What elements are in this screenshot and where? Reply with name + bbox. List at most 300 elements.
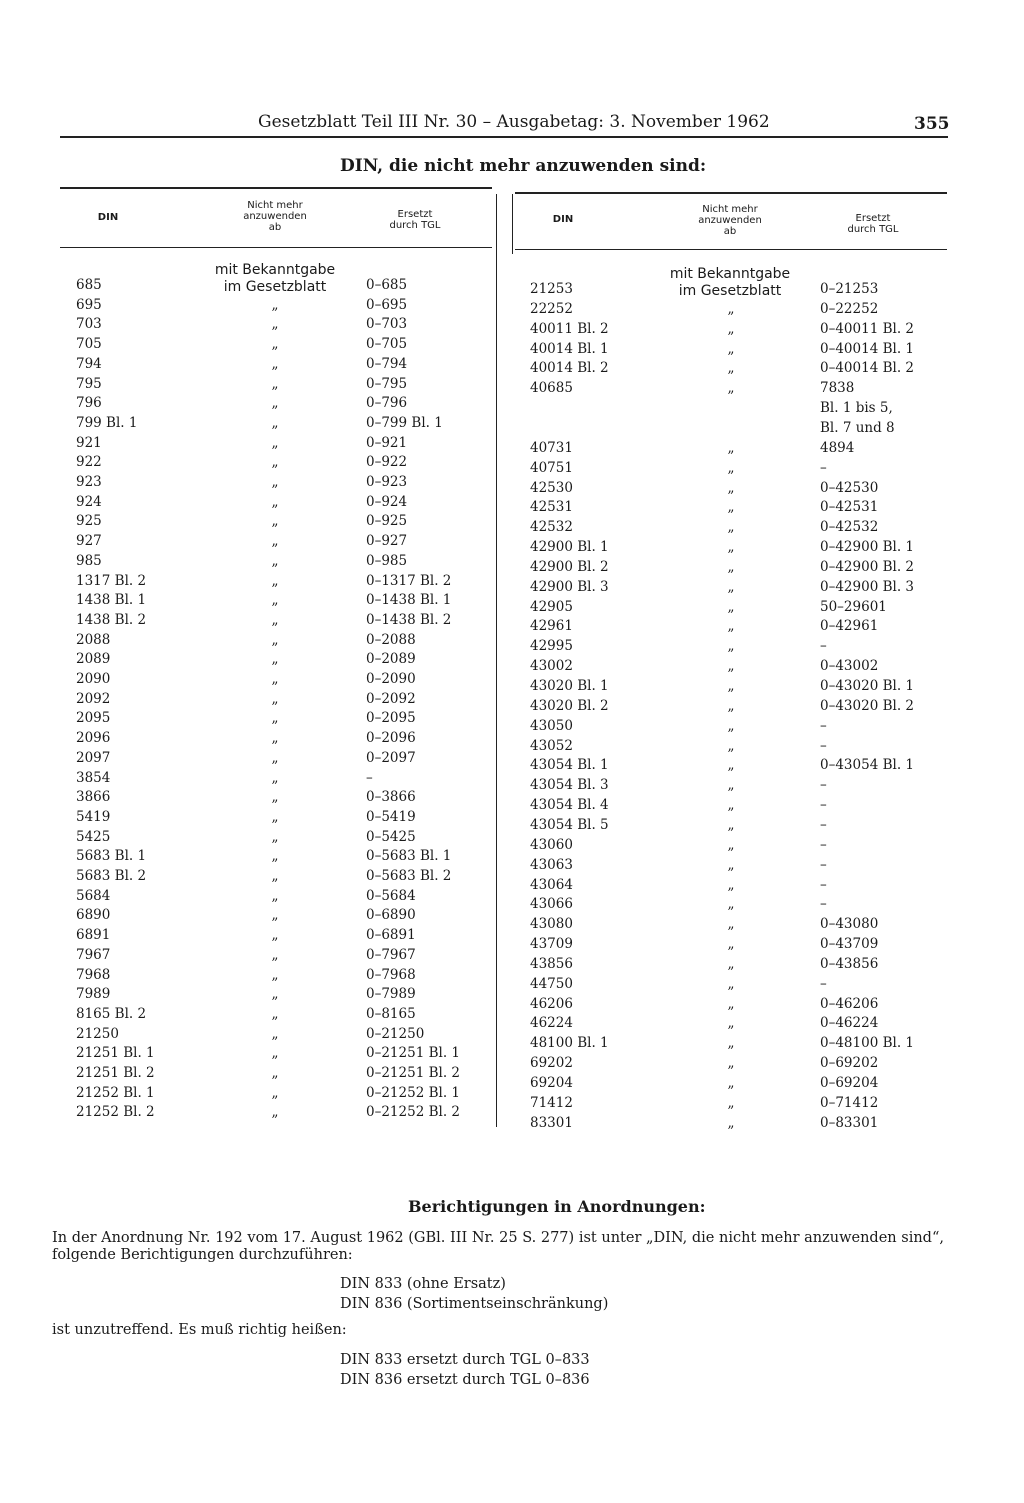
din-number: 2096	[76, 730, 111, 747]
ditto-mark: „	[727, 558, 735, 575]
din-number: 21251 Bl. 1	[76, 1045, 155, 1062]
tgl-replacement: –	[820, 876, 827, 893]
din-number: 42900 Bl. 2	[530, 558, 609, 575]
left-table-row	[76, 671, 486, 691]
right-table-row	[530, 936, 940, 956]
tgl-replacement: 0–42900 Bl. 2	[820, 558, 914, 575]
right-table-row	[530, 678, 940, 698]
tgl-replacement: 0–46206	[820, 995, 879, 1012]
din-number: 2097	[76, 749, 111, 766]
right-table-row	[530, 1115, 940, 1135]
left-ersetzt-header: Ersetzt durch TGL	[389, 209, 441, 231]
tgl-replacement: –	[820, 975, 827, 992]
tgl-replacement: 0–922	[366, 454, 408, 471]
ditto-mark: „	[271, 611, 279, 628]
din-number: 40731	[530, 439, 573, 456]
ditto-mark: „	[727, 539, 735, 556]
left-table-row	[76, 415, 486, 435]
tgl-replacement: –	[820, 896, 827, 913]
left-table-row	[76, 1026, 486, 1046]
din-number: 21252 Bl. 2	[76, 1104, 155, 1121]
ditto-mark: „	[727, 936, 735, 953]
right-table-row	[530, 400, 940, 420]
ditto-mark: „	[271, 631, 279, 648]
din-number: 5425	[76, 828, 111, 845]
ditto-mark: „	[271, 749, 279, 766]
tgl-replacement: 0–924	[366, 493, 408, 510]
tgl-replacement: 0–42961	[820, 618, 879, 635]
ditto-mark: „	[727, 797, 735, 814]
tgl-replacement: 50–29601	[820, 598, 887, 615]
ditto-mark: „	[727, 300, 735, 317]
din-number: 22252	[530, 300, 573, 317]
din-number: 43064	[530, 876, 573, 893]
left-table-row	[76, 691, 486, 711]
ditto-mark: „	[271, 769, 279, 786]
tgl-replacement: 0–2095	[366, 710, 416, 727]
ditto-mark: „	[727, 678, 735, 694]
tgl-replacement: 0–71412	[820, 1094, 879, 1111]
din-number: 922	[76, 454, 102, 471]
din-number: 21250	[76, 1025, 119, 1042]
left-table-row	[76, 513, 486, 533]
tgl-replacement: 0–83301	[820, 1114, 879, 1131]
din-number: 5683 Bl. 2	[76, 868, 147, 884]
ditto-mark: „	[271, 828, 279, 845]
din-number: 5683 Bl. 1	[76, 848, 147, 865]
right-table-row	[530, 499, 940, 519]
ditto-mark: „	[727, 1094, 735, 1111]
ditto-mark: „	[271, 946, 279, 963]
table-top-rule-right	[515, 192, 947, 194]
din-number: 40685	[530, 380, 573, 397]
ditto-mark: „	[271, 710, 279, 727]
tgl-replacement: 0–7989	[366, 986, 416, 1003]
din-number: 21251 Bl. 2	[76, 1065, 155, 1081]
din-number: 42531	[530, 499, 573, 516]
ditto-mark: „	[727, 955, 735, 972]
din-number: 2092	[76, 690, 111, 707]
ditto-mark: „	[271, 690, 279, 707]
left-table-row	[76, 297, 486, 317]
left-table-row	[76, 494, 486, 514]
left-table-row	[76, 829, 486, 849]
din-number: 2089	[76, 651, 111, 668]
tgl-replacement: Bl. 1 bis 5,	[820, 400, 893, 417]
left-table-row	[76, 1065, 486, 1085]
right-table-row	[530, 519, 940, 539]
tgl-replacement: 0–6891	[366, 927, 416, 944]
din-number: 21252 Bl. 1	[76, 1084, 155, 1101]
right-table-row	[530, 539, 940, 559]
tgl-replacement: 0–43709	[820, 936, 879, 953]
din-number: 7989	[76, 986, 111, 1003]
din-number: 21253	[530, 281, 573, 297]
tgl-replacement: 0–1317 Bl. 2	[366, 572, 452, 589]
tgl-replacement: –	[820, 638, 827, 655]
din-number: 40011 Bl. 2	[530, 320, 609, 337]
ditto-mark: „	[271, 493, 279, 510]
din-number: 799 Bl. 1	[76, 414, 138, 431]
tgl-replacement: 0–7968	[366, 966, 416, 983]
left-nicht-mehr-header: Nicht mehr anzuwenden ab	[243, 200, 307, 233]
din-number: 43050	[530, 717, 573, 734]
tgl-replacement: 0–1438 Bl. 2	[366, 611, 452, 628]
ditto-mark: „	[271, 592, 279, 609]
left-table-row	[76, 809, 486, 829]
ditto-mark: „	[271, 1025, 279, 1042]
tgl-replacement: 0–69202	[820, 1055, 879, 1072]
din-number: 43020 Bl. 2	[530, 697, 609, 714]
left-table-row	[76, 533, 486, 553]
tgl-replacement: 0–985	[366, 552, 408, 569]
left-table-row	[76, 730, 486, 750]
ditto-mark: „	[727, 499, 735, 516]
tgl-replacement: 0–927	[366, 533, 408, 550]
ditto-mark: „	[271, 414, 279, 431]
left-table-row	[76, 927, 486, 947]
ditto-mark: „	[727, 916, 735, 933]
ditto-mark: „	[271, 533, 279, 550]
table-top-rule-left	[60, 187, 492, 189]
left-table-row	[76, 888, 486, 908]
right-ersetzt-header: Ersetzt durch TGL	[847, 213, 899, 235]
din-number: 43080	[530, 916, 573, 933]
din-number: 43054 Bl. 1	[530, 757, 609, 774]
page-number: 355	[914, 114, 950, 134]
din-number: 925	[76, 513, 102, 530]
din-number: 705	[76, 336, 102, 353]
din-number: 43063	[530, 856, 573, 873]
left-table-row	[76, 750, 486, 770]
din-number: 69202	[530, 1055, 573, 1072]
left-table-row	[76, 454, 486, 474]
din-number: 43054 Bl. 5	[530, 816, 609, 833]
tgl-replacement: 0–42900 Bl. 3	[820, 578, 914, 595]
ditto-mark: „	[271, 1005, 279, 1022]
right-table-row	[530, 857, 940, 877]
right-table-row	[530, 817, 940, 837]
tgl-replacement: 0–43080	[820, 916, 879, 933]
ditto-mark: „	[271, 474, 279, 490]
din-number: 42995	[530, 638, 573, 655]
din-number: 44750	[530, 975, 573, 992]
right-table-row	[530, 301, 940, 321]
din-number: 927	[76, 533, 102, 550]
left-table-row	[76, 986, 486, 1006]
ditto-mark: „	[271, 730, 279, 747]
right-table-row	[530, 281, 940, 301]
ditto-mark: „	[727, 320, 735, 337]
right-table-row	[530, 321, 940, 341]
tgl-replacement: 0–705	[366, 336, 408, 353]
tgl-replacement: 0–43020 Bl. 1	[820, 678, 914, 694]
tgl-replacement: 0–2096	[366, 730, 416, 747]
tgl-replacement: 0–2088	[366, 631, 416, 648]
right-table-row	[530, 956, 940, 976]
tgl-replacement: 0–703	[366, 316, 408, 333]
ditto-mark: „	[727, 717, 735, 734]
din-number: 8165 Bl. 2	[76, 1005, 147, 1022]
ditto-mark: „	[727, 757, 735, 774]
din-number: 2090	[76, 671, 111, 687]
tgl-replacement: 0–21251 Bl. 1	[366, 1045, 460, 1062]
tgl-replacement: –	[366, 769, 373, 786]
tgl-replacement: 7838	[820, 380, 855, 397]
right-table-row	[530, 360, 940, 380]
din-number: 42900 Bl. 3	[530, 578, 609, 595]
din-number: 46206	[530, 995, 573, 1012]
tgl-replacement: 0–695	[366, 296, 408, 313]
ditto-mark: „	[727, 1055, 735, 1072]
ditto-mark: „	[727, 340, 735, 357]
right-table-row	[530, 976, 940, 996]
din-number: 6890	[76, 907, 111, 924]
berichtigungen-title: Berichtigungen in Anordnungen:	[408, 1197, 706, 1216]
wrong-line-1: DIN 833 (ohne Ersatz)	[340, 1276, 506, 1292]
left-table-row	[76, 789, 486, 809]
left-mit-bekanntgabe: mit Bekanntgabe im Gesetzblatt	[214, 262, 336, 295]
right-table-row	[530, 658, 940, 678]
ditto-mark: „	[271, 552, 279, 569]
tgl-replacement: 0–43856	[820, 955, 879, 972]
tgl-replacement: 0–42532	[820, 519, 879, 536]
right-table-row	[530, 440, 940, 460]
ditto-mark: „	[271, 671, 279, 687]
ditto-mark: „	[271, 336, 279, 353]
din-number: 43054 Bl. 4	[530, 797, 609, 814]
right-table-row	[530, 420, 940, 440]
tgl-replacement: 0–7967	[366, 946, 416, 963]
ditto-mark: „	[271, 966, 279, 983]
tgl-replacement: –	[820, 797, 827, 814]
right-table-row	[530, 1015, 940, 1035]
tgl-replacement: 0–21252 Bl. 1	[366, 1084, 460, 1101]
tgl-replacement: 0–2097	[366, 749, 416, 766]
tgl-replacement: 0–799 Bl. 1	[366, 414, 443, 431]
tgl-replacement: –	[820, 856, 827, 873]
ditto-mark: „	[271, 572, 279, 589]
ditto-mark: „	[727, 658, 735, 675]
tgl-replacement: 0–21251 Bl. 2	[366, 1065, 460, 1081]
left-table-row	[76, 848, 486, 868]
left-table-row	[76, 316, 486, 336]
din-number: 7968	[76, 966, 111, 983]
ditto-mark: „	[727, 638, 735, 655]
ditto-mark: „	[271, 848, 279, 865]
left-table-row	[76, 612, 486, 632]
din-number: 40014 Bl. 1	[530, 340, 609, 357]
right-nicht-mehr-header: Nicht mehr anzuwenden ab	[698, 204, 762, 237]
ditto-mark: „	[727, 360, 735, 377]
tgl-replacement: 0–43002	[820, 658, 879, 675]
tgl-replacement: 0–925	[366, 513, 408, 530]
din-number: 83301	[530, 1114, 573, 1131]
right-table-row	[530, 837, 940, 857]
ditto-mark: „	[727, 856, 735, 873]
left-table-row	[76, 553, 486, 573]
din-number: 43002	[530, 658, 573, 675]
din-number: 1317 Bl. 2	[76, 572, 147, 589]
tgl-replacement: 4894	[820, 439, 855, 456]
right-table-row	[530, 559, 940, 579]
tgl-replacement: –	[820, 836, 827, 853]
tgl-replacement: –	[820, 737, 827, 754]
tgl-replacement: 0–40014 Bl. 1	[820, 340, 914, 357]
tgl-replacement: 0–794	[366, 355, 408, 372]
tgl-replacement: 0–43020 Bl. 2	[820, 697, 914, 714]
tgl-replacement: 0–21252 Bl. 2	[366, 1104, 460, 1121]
din-number: 921	[76, 434, 102, 451]
ditto-mark: „	[271, 395, 279, 412]
right-table-row	[530, 341, 940, 361]
right-table-row	[530, 638, 940, 658]
ditto-mark: „	[727, 578, 735, 595]
tgl-replacement: 0–42531	[820, 499, 879, 516]
din-number: 5419	[76, 808, 111, 825]
tgl-replacement: 0–795	[366, 375, 408, 392]
ditto-mark: „	[271, 986, 279, 1003]
left-table-row	[76, 277, 486, 297]
tgl-replacement: 0–43054 Bl. 1	[820, 757, 914, 774]
right-table-row	[530, 480, 940, 500]
tgl-replacement: 0–42530	[820, 479, 879, 496]
running-header: Gesetzblatt Teil III Nr. 30 – Ausgabetag: 3. November 1962	[258, 112, 770, 132]
din-number: 924	[76, 493, 102, 510]
ditto-mark: „	[271, 789, 279, 806]
ditto-mark: „	[727, 876, 735, 893]
left-table-row	[76, 336, 486, 356]
left-table-row	[76, 1045, 486, 1065]
din-number: 3866	[76, 789, 111, 806]
column-divider-left	[496, 194, 497, 1127]
din-number: 42905	[530, 598, 573, 615]
header-rule	[60, 136, 948, 138]
ditto-mark: „	[727, 816, 735, 833]
ditto-mark: „	[271, 454, 279, 471]
din-number: 42530	[530, 479, 573, 496]
left-table-row	[76, 1085, 486, 1105]
left-table-row	[76, 632, 486, 652]
ditto-mark: „	[727, 896, 735, 913]
ditto-mark: „	[271, 868, 279, 884]
left-table-row	[76, 592, 486, 612]
din-number: 795	[76, 375, 102, 392]
right-table-row	[530, 1075, 940, 1095]
din-number: 46224	[530, 1015, 573, 1032]
ditto-mark: „	[727, 1015, 735, 1032]
ditto-mark: „	[727, 519, 735, 536]
din-number: 703	[76, 316, 102, 333]
right-table-row	[530, 1035, 940, 1055]
right-table-row	[530, 757, 940, 777]
left-table-row	[76, 651, 486, 671]
left-din-header: DIN	[97, 212, 119, 223]
ditto-mark: „	[727, 479, 735, 496]
tgl-replacement: 0–2089	[366, 651, 416, 668]
right-table-row	[530, 996, 940, 1016]
left-table-row	[76, 907, 486, 927]
right-table-row	[530, 777, 940, 797]
din-number: 40751	[530, 459, 573, 476]
din-number: 2088	[76, 631, 111, 648]
tgl-replacement: 0–21250	[366, 1025, 425, 1042]
din-number: 71412	[530, 1094, 573, 1111]
tgl-replacement: –	[820, 816, 827, 833]
tgl-replacement: 0–6890	[366, 907, 416, 924]
ditto-mark: „	[727, 598, 735, 615]
right-table-row	[530, 460, 940, 480]
ditto-mark: „	[727, 1114, 735, 1131]
din-number: 40014 Bl. 2	[530, 360, 609, 377]
right-table-row	[530, 618, 940, 638]
left-table-row	[76, 1006, 486, 1026]
right-table-row	[530, 579, 940, 599]
tgl-replacement: –	[820, 777, 827, 794]
ditto-mark: „	[727, 697, 735, 714]
ditto-mark: „	[271, 434, 279, 451]
left-table-row	[76, 474, 486, 494]
tgl-replacement: 0–40011 Bl. 2	[820, 320, 914, 337]
ditto-mark: „	[271, 927, 279, 944]
din-number: 685	[76, 277, 102, 293]
left-table-row	[76, 395, 486, 415]
ditto-mark: „	[271, 1065, 279, 1081]
ditto-mark: „	[727, 1075, 735, 1091]
ditto-mark: „	[271, 1104, 279, 1121]
ditto-mark: „	[271, 296, 279, 313]
ditto-mark: „	[727, 995, 735, 1012]
tgl-replacement: 0–3866	[366, 789, 416, 806]
din-number: 42532	[530, 519, 573, 536]
berichtigungen-paragraph: In der Anordnung Nr. 192 vom 17. August 1962 (GBl. III Nr. 25 S. 277) ist unter „DIN, die nicht mehr anzuwenden sind“, folgende Berichtigungen durchzuführen:	[52, 1230, 944, 1263]
right-table-row	[530, 916, 940, 936]
din-number: 2095	[76, 710, 111, 727]
din-number: 5684	[76, 887, 111, 904]
column-divider-right	[512, 194, 513, 254]
ditto-mark: „	[727, 1035, 735, 1052]
ditto-mark: „	[271, 316, 279, 333]
left-table-row	[76, 967, 486, 987]
din-number: 923	[76, 474, 102, 490]
left-table-row	[76, 435, 486, 455]
ditto-mark: „	[271, 887, 279, 904]
din-number: 43709	[530, 936, 573, 953]
tgl-replacement: 0–69204	[820, 1075, 879, 1091]
ditto-mark: „	[727, 439, 735, 456]
correction-intro: ist unzutreffend. Es muß richtig heißen:	[52, 1322, 347, 1338]
left-table-row	[76, 770, 486, 790]
ditto-mark: „	[271, 808, 279, 825]
right-mit-bekanntgabe: mit Bekanntgabe im Gesetzblatt	[669, 266, 791, 299]
right-table-row	[530, 896, 940, 916]
right-table-row	[530, 738, 940, 758]
tgl-replacement: 0–921	[366, 434, 408, 451]
tgl-replacement: 0–2090	[366, 671, 416, 687]
tgl-replacement: 0–5425	[366, 828, 416, 845]
section-title: DIN, die nicht mehr anzuwenden sind:	[340, 156, 707, 176]
tgl-replacement: Bl. 7 und 8	[820, 419, 895, 436]
ditto-mark: „	[727, 380, 735, 397]
tgl-replacement: 0–48100 Bl. 1	[820, 1035, 914, 1052]
din-number: 43060	[530, 836, 573, 853]
correct-line-1: DIN 833 ersetzt durch TGL 0–833	[340, 1352, 590, 1368]
din-number: 7967	[76, 946, 111, 963]
din-number: 1438 Bl. 1	[76, 592, 147, 609]
ditto-mark: „	[271, 355, 279, 372]
ditto-mark: „	[727, 836, 735, 853]
tgl-replacement: 0–5683 Bl. 2	[366, 868, 452, 884]
